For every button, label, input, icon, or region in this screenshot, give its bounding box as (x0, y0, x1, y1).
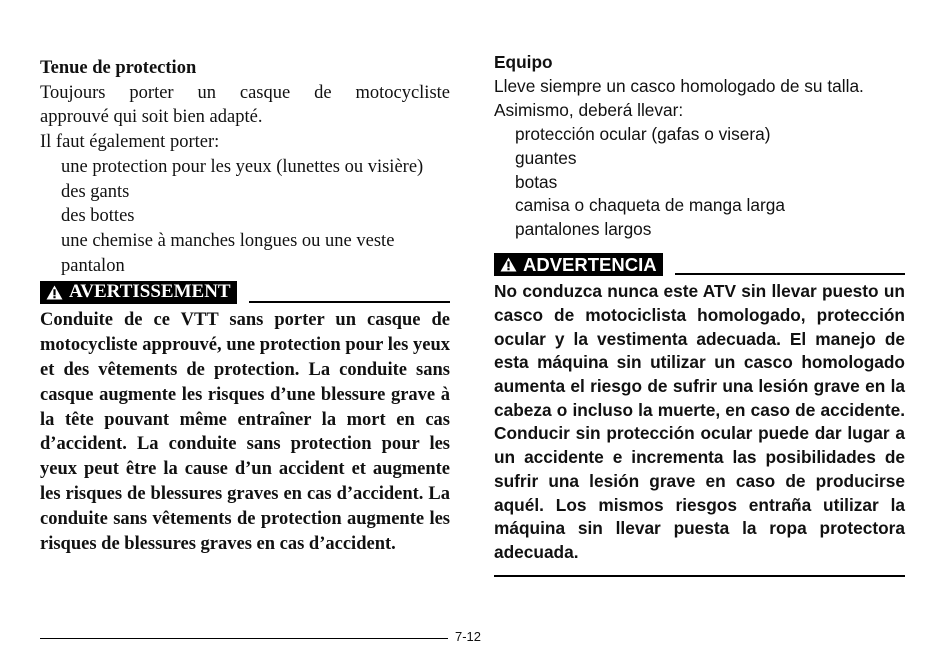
equipment-item: une chemise à manches longues ou une veste (61, 230, 395, 251)
section-heading: Tenue de protection (40, 58, 197, 78)
intro-line: Asimismo, deberá llevar: (494, 99, 684, 120)
equipment-item: pantalones largos (515, 219, 652, 240)
warning-header (494, 253, 905, 276)
equipment-item: guantes (515, 147, 577, 168)
warning-badge (40, 281, 237, 304)
warning-text: No conduzca nunca este ATV sin llevar puesto un casco de motociclista homologado, protección ocular y la vestimenta adecuada. El manejo de esta máquina sin utilizar un casco homologado aumenta el riesgo de sufrir una lesión grave en la cabeza o incluso la muerte, en caso de accidente. Conducir sin protección ocular puede dar lugar a un accidente e incrementa las posibilidades de sufrir una lesión grave en caso de producirse aquél. Los mismos riesgos entraña utilizar la máquina sin llevar puesta la ropa protectora adecuada. (494, 281, 905, 562)
intro-line: Il faut également porter: (40, 132, 220, 153)
warning-triangle-icon (46, 285, 63, 300)
warning-label: ADVERTENCIA (523, 253, 657, 275)
intro-line: approuvé qui soit bien adapté. (40, 107, 263, 128)
footer-rule (40, 638, 448, 639)
spanish-section (494, 51, 905, 577)
warning-triangle-icon (500, 257, 517, 272)
intro-line: Toujours porter un casque de motocycliste (40, 82, 450, 103)
intro-line: Lleve siempre un casco homologado de su talla. (494, 75, 864, 96)
equipment-item: camisa o chaqueta de manga larga (515, 195, 785, 216)
warning-badge (494, 253, 663, 276)
page-number: 7-12 (455, 629, 482, 644)
equipment-item: des bottes (61, 206, 135, 227)
french-section (40, 56, 450, 556)
warning-rule (249, 301, 450, 303)
equipment-item: botas (515, 171, 558, 192)
section-heading: Equipo (494, 52, 553, 72)
warning-label: AVERTISSEMENT (69, 281, 231, 303)
equipment-item: des gants (61, 181, 130, 202)
warning-header (40, 281, 450, 304)
equipment-item: une protection pour les yeux (lunettes ou visière) (61, 156, 424, 177)
equipment-item: protección ocular (gafas o visera) (515, 123, 771, 144)
section-end-rule (494, 575, 905, 577)
warning-text: Conduite de ce VTT sans porter un casque de motocycliste approuvé, une protection pour les yeux et des vêtements de protection. La conduite sans casque augmente les risques d’une blessure grave à la tête pouvant même entraîner la mort en cas d’accident. La conduite sans protection pour les yeux peut être la cause d’un accident et augmente les risques de blessures graves en cas d’accident. La conduite sans vêtements de protection augmente les risques de blessures graves en cas d’accident. (40, 310, 450, 554)
equipment-item: pantalon (61, 255, 125, 276)
warning-rule (675, 273, 905, 275)
